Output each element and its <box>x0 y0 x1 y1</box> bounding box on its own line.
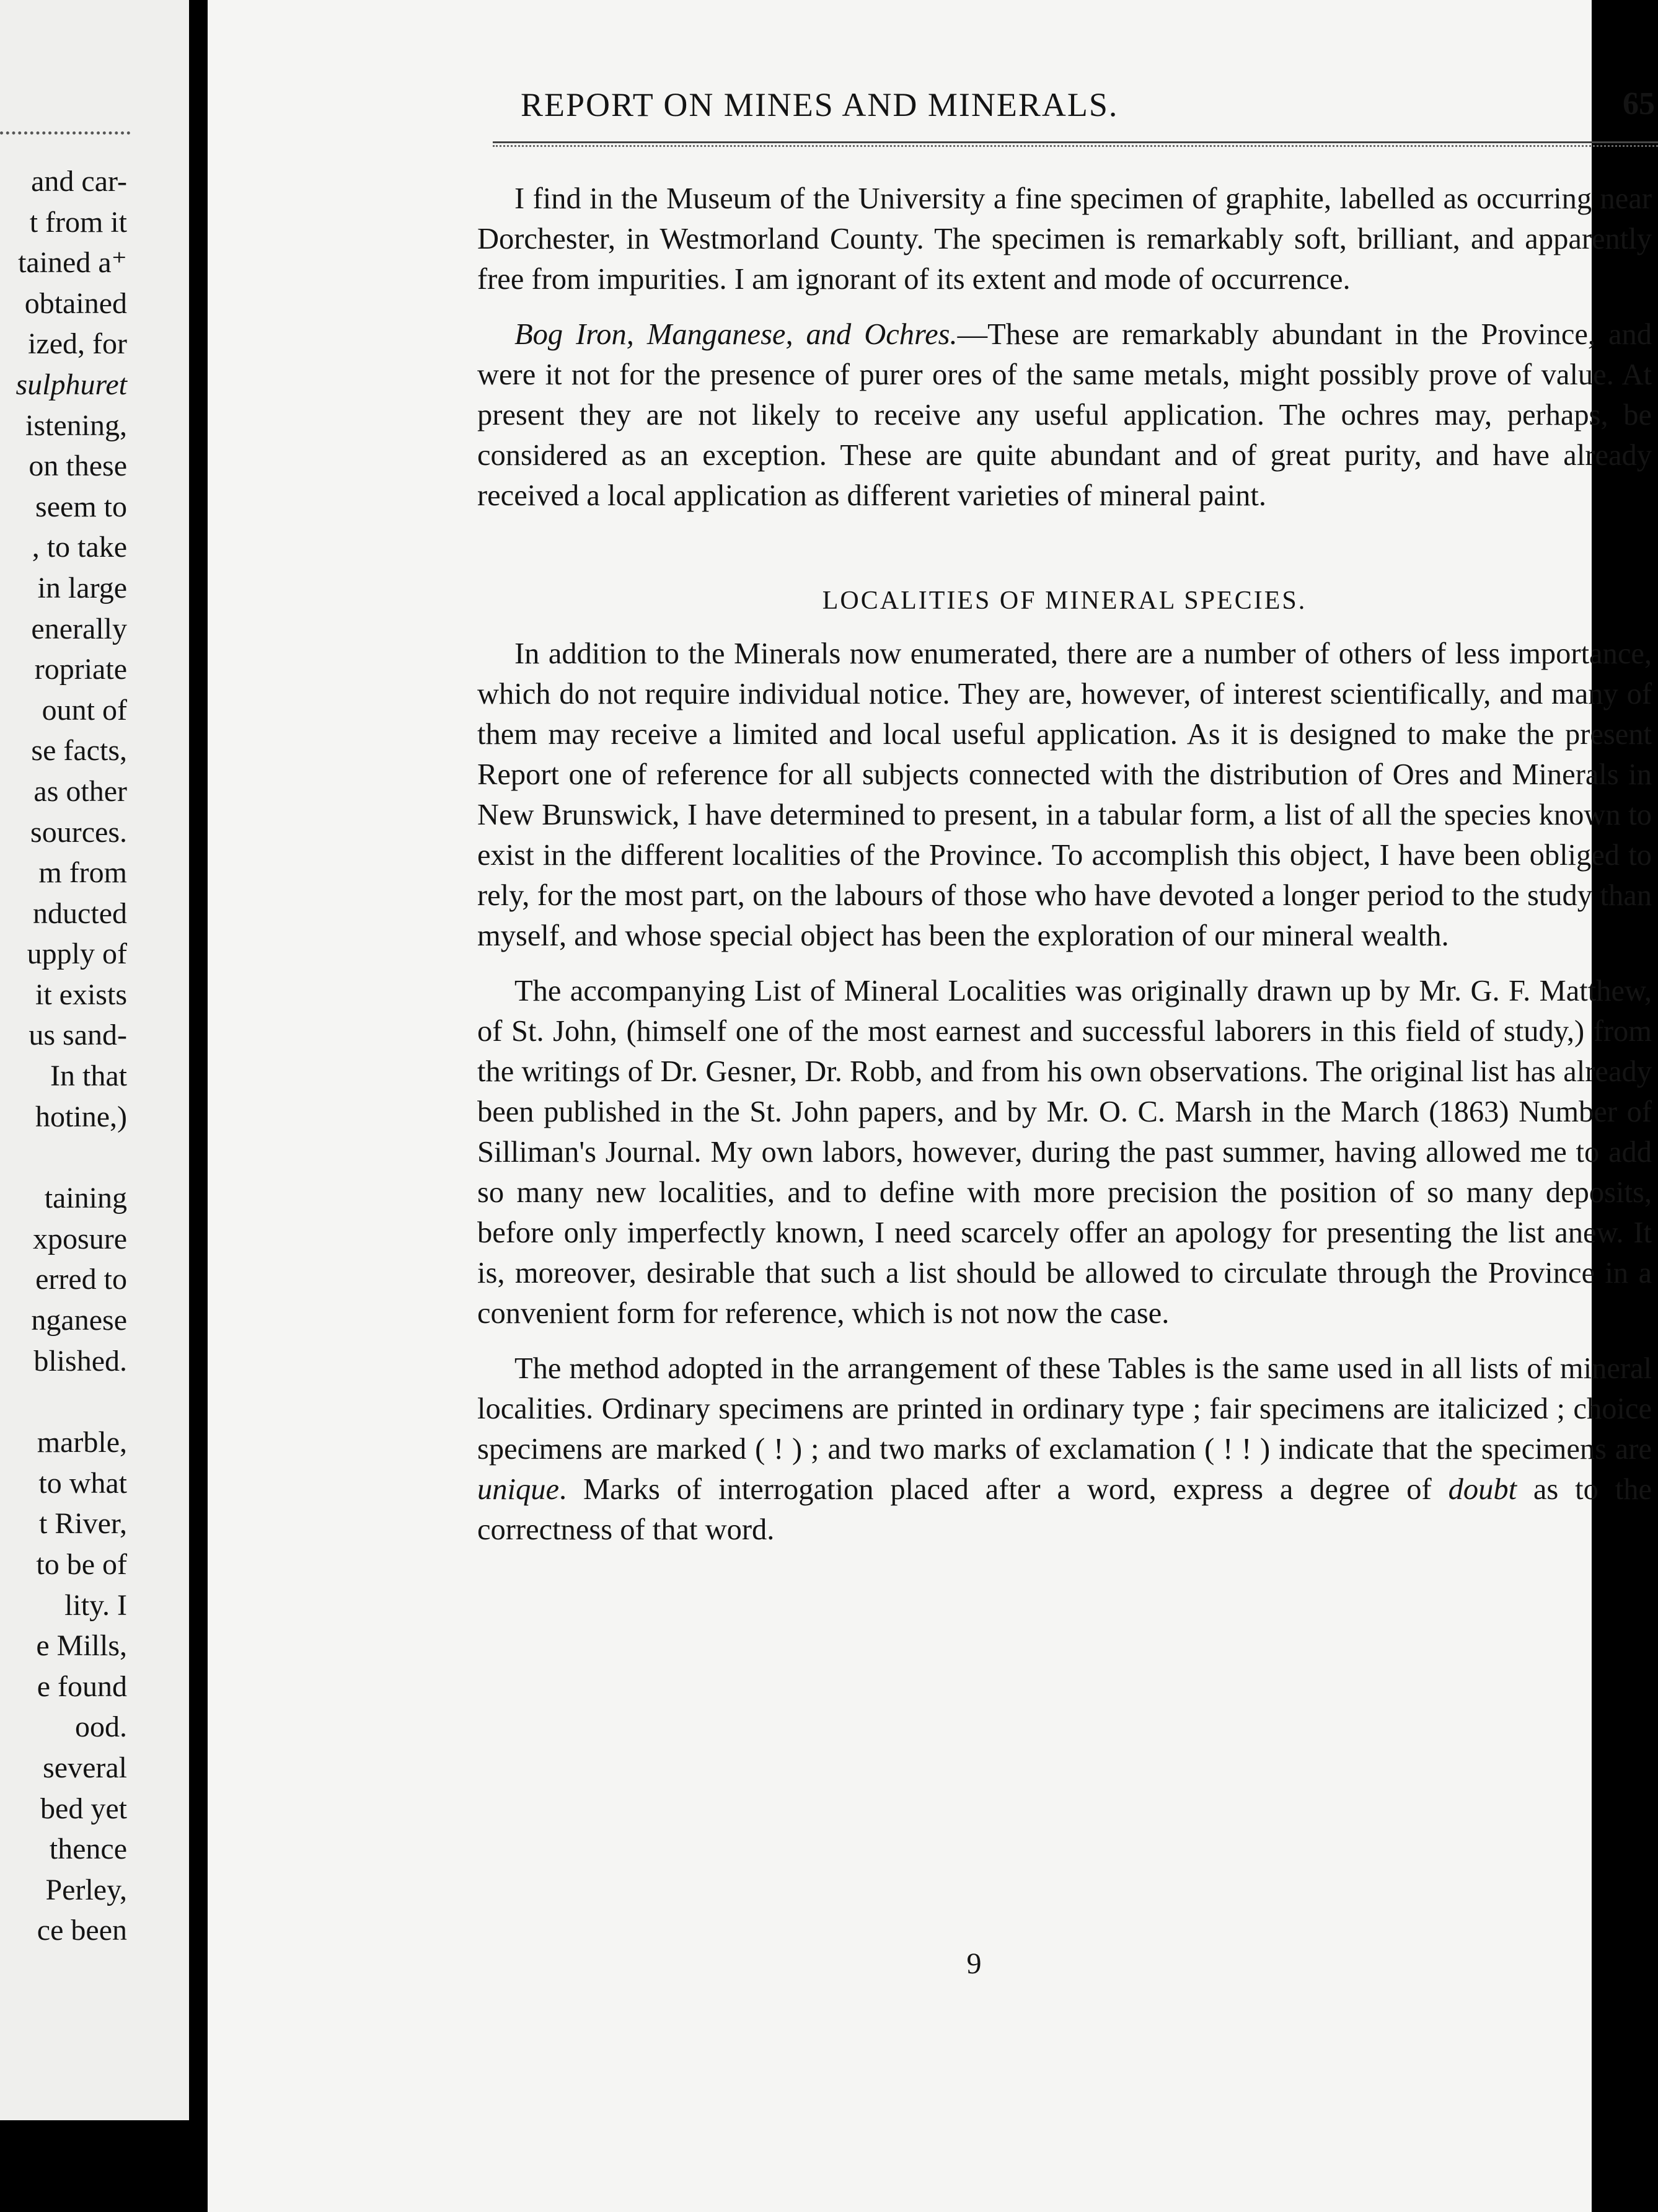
facing-page-line: sources. <box>30 815 127 849</box>
book-gutter <box>189 0 208 2212</box>
facing-page-fragment <box>0 0 189 2120</box>
page-number: 65 <box>1623 86 1655 122</box>
addition-paragraph: In addition to the Minerals now enumerated, there are a number of others of less importance, which do not require individual notice. They are, however, of interest scientifically, and many of them may receive a limited and local useful application. As it is designed to make the present Report one of reference for all subjects connected with the distribution of Ores and Minerals in New Brunswick, I have determined to present, in a tabular form, a list of all the species known to exist in the different localities of the Province. To accomplish this object, I have been obliged to rely, for the most part, on the labours of those who have devoted a longer period to the study than myself, and whose special object has been the exploration of our mineral wealth. <box>477 637 1652 952</box>
facing-page-line: ount of <box>42 693 127 727</box>
bog-iron-title: Bog Iron, Manganese, and Ochres. <box>514 318 958 351</box>
facing-page-line <box>0 1381 127 1422</box>
bog-iron-text: —These are remarkably abundant in the Province, and were it not for the presence of purer ores of the same metals, might possibly prove of value. At present they are not likely to receive any useful application. The ochres may, perhaps, be considered as an exception. These are quite abundant and of great purity, and have already received a local application as different varieties of mineral paint. <box>477 318 1652 512</box>
facing-page-line: to what <box>38 1466 127 1500</box>
facing-page-line: blished. <box>33 1344 127 1378</box>
method-unique: unique <box>477 1473 560 1506</box>
facing-page-line: hotine,) <box>35 1100 127 1133</box>
facing-page-line: thence <box>49 1833 127 1866</box>
facing-page-line: as other <box>33 774 127 808</box>
accompanying-paragraph: The accompanying List of Mineral Localities was originally drawn up by Mr. G. F. Matthew, of St. John, (himself one of the most earnest and successful laborers in this field of study,) from the writings of Dr. Gesner, Dr. Robb, and from his own observations. The original list has already been published in the St. John papers, and by Mr. O. C. Marsh in the March (1863) Number of Silliman's Journal. My own labors, however, during the past summer, having allowed me to add so many new localities, and to define with more precision the position of so many deposits, before only imperfectly known, I need scarcely offer an apology for presenting the list anew. It is, moreover, desirable that such a list should be allowed to circulate through the Province in a convenient form for reference, which is not now the case. <box>477 975 1652 1330</box>
facing-page-line: ropriate <box>34 653 127 686</box>
facing-page-line: xposure <box>33 1222 127 1255</box>
facing-page-line: to be of <box>36 1548 127 1581</box>
facing-page-line: , to take <box>32 531 127 564</box>
facing-page-line: in large <box>37 571 127 604</box>
facing-page-line: us sand- <box>29 1019 127 1052</box>
method-text-1: The method adopted in the arrangement of these Tables is the same used in all lists of mineral localities. Ordinary specimens are printed in ordinary type ; fair specimens are italicized ; choice specimens are marked ( ! ) ; and two marks of exclamation ( ! ! ) indicate that the specimens are <box>477 1352 1652 1466</box>
header-rule <box>493 141 1658 147</box>
signature-mark: 9 <box>966 1947 982 1980</box>
page <box>208 0 1655 2212</box>
facing-page-line: seem to <box>35 490 127 523</box>
facing-page-text <box>0 161 127 1951</box>
page-body <box>477 179 1652 1550</box>
facing-page-line: upply of <box>27 937 127 971</box>
facing-page-line: nganese <box>31 1304 127 1337</box>
facing-page-line: tained a⁺ <box>18 246 127 280</box>
facing-page-line: t River, <box>38 1507 127 1541</box>
facing-page-line: t from it <box>29 205 127 239</box>
facing-page-line: marble, <box>37 1426 127 1459</box>
facing-page-line: lity. I <box>64 1588 127 1622</box>
running-head: REPORT ON MINES AND MINERALS. <box>521 86 1119 123</box>
method-paragraph <box>477 1348 1652 1550</box>
facing-page-line: ized, for <box>28 327 127 361</box>
facing-page-line: nducted <box>33 896 127 930</box>
facing-page-line: e Mills, <box>36 1629 127 1663</box>
facing-page-line: ood. <box>75 1710 127 1744</box>
facing-page-line: enerally <box>31 612 127 645</box>
facing-page-line: se facts, <box>31 734 127 768</box>
facing-page-line: several <box>43 1751 127 1784</box>
method-text-2: . Marks of interrogation placed after a word, express a degree of <box>559 1473 1449 1506</box>
facing-page-line: bed yet <box>40 1792 127 1825</box>
facing-page-line: Perley, <box>45 1873 127 1906</box>
section-heading: LOCALITIES OF MINERAL SPECIES. <box>822 586 1307 615</box>
facing-page-line: it exists <box>35 978 127 1011</box>
method-doubt: doubt <box>1448 1473 1517 1506</box>
facing-page-line <box>0 1137 127 1178</box>
facing-page-line: taining <box>44 1182 127 1215</box>
facing-page-line: on these <box>29 449 127 483</box>
bog-iron-paragraph <box>477 314 1652 516</box>
facing-page-line: sulphuret <box>15 368 127 401</box>
facing-page-line: In that <box>50 1060 127 1093</box>
method-text-3: as to the correctness of that word. <box>477 1473 1652 1546</box>
facing-page-line: istening, <box>25 409 127 442</box>
facing-page-line: e found <box>37 1670 127 1703</box>
facing-page-line: m from <box>38 856 127 890</box>
facing-page-line: ce been <box>37 1914 127 1947</box>
facing-page-line: obtained <box>24 286 127 320</box>
graphite-paragraph: I find in the Museum of the University a fine specimen of graphite, labelled as occurring near Dorchester, in Westmorland County. The specimen is remarkably soft, brilliant, and apparently free from impurities. I am ignorant of its extent and mode of occurrence. <box>477 182 1652 296</box>
facing-page-line: erred to <box>35 1263 127 1296</box>
facing-page-line: and car- <box>31 165 127 198</box>
facing-page-header-rule <box>0 131 130 135</box>
